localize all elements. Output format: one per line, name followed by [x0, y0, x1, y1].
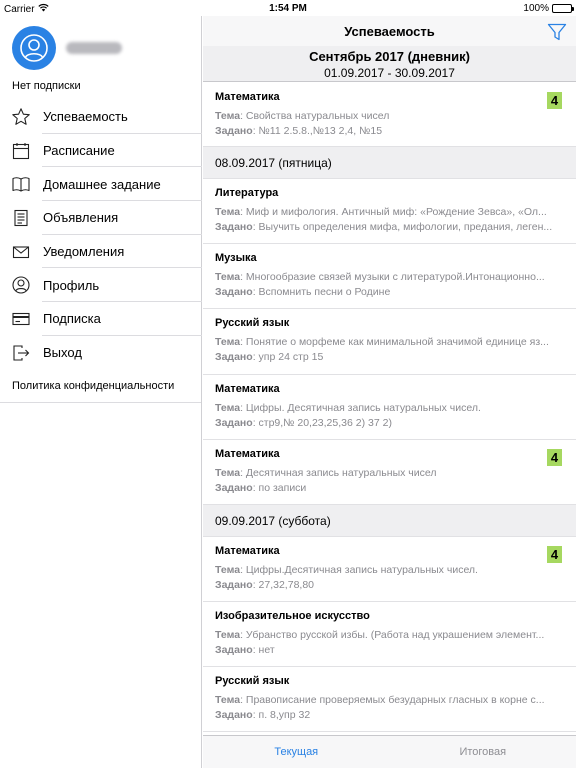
lesson-topic: Тема: Убранство русской избы. (Работа над украшением элемент... — [215, 629, 545, 641]
sidebar-item-label: Уведомления — [43, 244, 125, 260]
lesson-subject: Математика — [215, 448, 280, 460]
lesson-task: Задано: 27,32,78,80 — [215, 579, 314, 591]
carrier-label: Carrier — [4, 3, 35, 15]
battery-indicator — [523, 3, 572, 14]
lesson-subject: Литература — [215, 187, 279, 199]
sidebar-item-schedule[interactable] — [0, 134, 202, 168]
lesson-topic: Тема: Свойства натуральных чисел — [215, 110, 390, 122]
lesson-topic: Тема: Десятичная запись натуральных чисел — [215, 467, 437, 479]
lesson-row[interactable] — [203, 375, 576, 440]
tab-current[interactable]: Текущая — [274, 746, 319, 758]
lesson-task: Задано: Вспомнить песни о Родине — [215, 286, 391, 298]
grade-badge: 4 — [547, 546, 562, 563]
lesson-task: Задано: нет — [215, 644, 275, 656]
lesson-subject: Математика — [215, 91, 280, 103]
book-icon — [11, 174, 31, 194]
lesson-row[interactable] — [203, 309, 576, 375]
filter-icon — [547, 22, 567, 42]
lesson-topic: Тема: Правописание проверяемых безударных гласных в корне с... — [215, 694, 545, 706]
nav-bar — [203, 16, 576, 46]
star-icon — [11, 107, 31, 127]
lesson-subject: Русский язык — [215, 675, 290, 687]
calendar-icon — [11, 141, 31, 161]
lesson-subject: Математика — [215, 545, 280, 557]
main-panel — [203, 16, 576, 768]
lesson-subject: Изобразительное искусство — [215, 610, 370, 622]
sidebar-item-label: Домашнее задание — [43, 176, 161, 192]
sidebar-menu — [0, 100, 202, 370]
lesson-topic: Тема: Цифры. Десятичная запись натуральных чисел. — [215, 402, 481, 414]
battery-icon — [552, 4, 572, 13]
lesson-topic: Тема: Миф и мифология. Античный миф: «Рождение Зевса», «Ол... — [215, 206, 547, 218]
sidebar-item-notifications[interactable] — [0, 235, 202, 269]
lesson-subject: Математика — [215, 383, 280, 395]
lesson-task: Задано: №11 2.5.8.,№13 2,4, №15 — [215, 125, 383, 137]
status-bar — [0, 0, 576, 16]
lesson-row[interactable] — [203, 440, 576, 505]
filter-button[interactable] — [546, 21, 568, 43]
lesson-task: Задано: Выучить определения мифа, мифологии, предания, леген... — [215, 221, 553, 233]
avatar[interactable] — [12, 26, 56, 70]
sidebar-item-label: Выход — [43, 345, 82, 361]
lesson-topic: Тема: Цифры.Десятичная запись натуральных чисел. — [215, 564, 478, 576]
clock: 1:54 PM — [269, 3, 307, 14]
lesson-row[interactable] — [203, 602, 576, 667]
sidebar-item-subscription[interactable] — [0, 302, 202, 336]
lesson-task: Задано: упр 24 стр 15 — [215, 351, 324, 363]
privacy-policy-link[interactable]: Политика конфиденциальности — [12, 380, 175, 392]
logout-icon — [11, 343, 31, 363]
period-title: Сентябрь 2017 (дневник) — [309, 49, 470, 64]
lesson-task: Задано: п. 8,упр 32 — [215, 709, 311, 721]
lesson-topic: Тема: Многообразие связей музыки с литературой.Интонационно... — [215, 271, 545, 283]
user-avatar-icon — [19, 33, 49, 63]
divider — [0, 402, 201, 403]
document-icon — [11, 208, 31, 228]
sidebar-item-homework[interactable] — [0, 167, 202, 201]
lesson-row[interactable] — [203, 667, 576, 732]
lesson-task: Задано: стр9,№ 20,23,25,36 2) 37 2) — [215, 417, 392, 429]
grade-badge: 4 — [547, 92, 562, 109]
username-redacted — [66, 42, 122, 54]
sidebar-item-grades[interactable] — [0, 100, 202, 134]
sidebar-item-label: Расписание — [43, 143, 115, 159]
lesson-row[interactable] — [203, 179, 576, 244]
envelope-icon — [11, 242, 31, 262]
person-icon — [11, 275, 31, 295]
date-header: 08.09.2017 (пятница) — [203, 147, 576, 179]
lesson-subject: Русский язык — [215, 317, 290, 329]
tab-final[interactable]: Итоговая — [459, 746, 507, 758]
battery-percent: 100% — [523, 3, 549, 14]
lesson-row[interactable] — [203, 537, 576, 602]
sidebar-item-announcements[interactable] — [0, 201, 202, 235]
lesson-row[interactable] — [203, 244, 576, 309]
period-header — [203, 46, 576, 82]
sidebar-item-label: Объявления — [43, 210, 119, 226]
sidebar-item-label: Профиль — [43, 277, 100, 293]
subscription-status: Нет подписки — [12, 80, 81, 92]
lesson-task: Задано: по записи — [215, 482, 307, 494]
sidebar-item-label: Успеваемость — [43, 109, 128, 125]
lessons-list[interactable] — [203, 83, 576, 734]
tab-bar — [203, 735, 576, 768]
lesson-subject: Музыка — [215, 252, 257, 264]
sidebar-item-logout[interactable] — [0, 336, 202, 370]
card-icon — [11, 309, 31, 329]
lesson-topic: Тема: Понятие о морфеме как минимальной значимой единице яз... — [215, 336, 549, 348]
lesson-row[interactable] — [203, 83, 576, 147]
period-range: 01.09.2017 - 30.09.2017 — [324, 66, 455, 80]
page-title: Успеваемость — [344, 23, 435, 39]
sidebar-item-profile[interactable] — [0, 268, 202, 302]
grade-badge: 4 — [547, 449, 562, 466]
date-header: 09.09.2017 (суббота) — [203, 505, 576, 537]
sidebar-item-label: Подписка — [43, 311, 101, 327]
sidebar — [0, 16, 202, 768]
